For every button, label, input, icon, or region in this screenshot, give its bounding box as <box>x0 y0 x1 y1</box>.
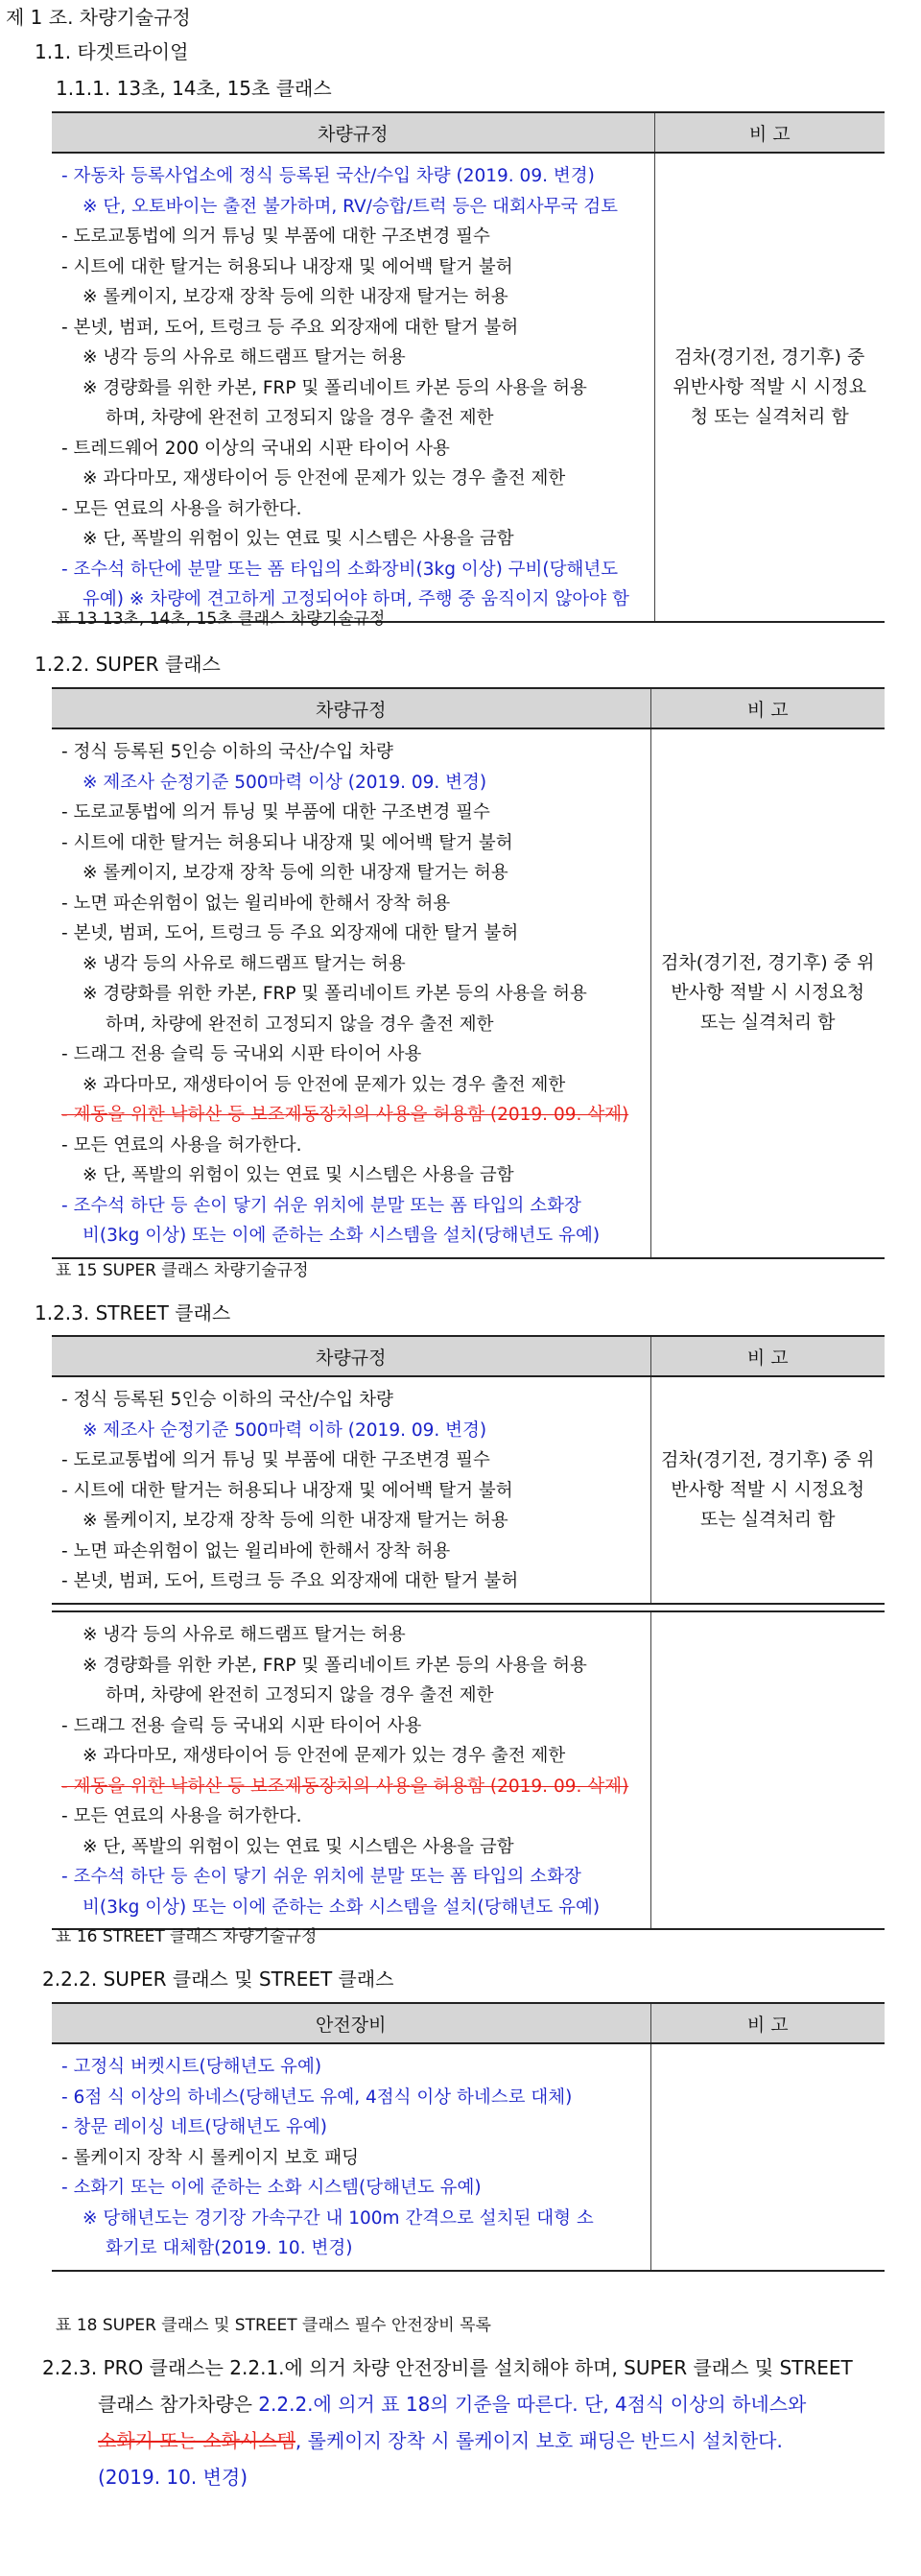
rule-line: ※ 경량화를 위한 카본, FRP 및 폴리네이트 카본 등의 사용을 허용 <box>83 377 587 398</box>
rule-line: - 정식 등록된 5인승 이하의 국산/수입 차량 <box>61 1390 393 1410</box>
article-heading: 제 1 조. 차량기술규정 <box>6 6 191 29</box>
rule-line: - 창문 레이싱 네트(당해년도 유예) <box>61 2117 327 2137</box>
rule-line: - 도로교통법에 의거 튜닝 및 부품에 대한 구조변경 필수 <box>61 802 490 823</box>
rule-line: - 본넷, 범퍼, 도어, 트렁크 등 주요 외장재에 대한 탈거 불허 <box>61 1571 519 1591</box>
rule-line: 하며, 차량에 완전히 고정되지 않을 경우 출전 제한 <box>106 408 494 428</box>
paragraph-line <box>42 2386 853 2422</box>
rule-line: ※ 단, 폭발의 위험이 있는 연료 및 시스템은 사용을 금함 <box>83 1836 514 1857</box>
rule-line: ※ 롤케이지, 보강재 장착 등에 의한 내장재 탈거는 허용 <box>83 863 508 883</box>
rule-line: ※ 냉각 등의 사유로 해드램프 탈거는 허용 <box>83 347 406 368</box>
rule-line: ※ 냉각 등의 사유로 해드램프 탈거는 허용 <box>83 1625 406 1645</box>
rule-line: - 드래그 전용 슬릭 등 국내외 시판 타이어 사용 <box>61 1044 422 1064</box>
remark-cell: 검차(경기전, 경기후) 중 위반사항 적발 시 시정요청 또는 실격처리 함 <box>650 1376 885 1604</box>
rule-line: - 소화기 또는 이에 준하는 소화 시스템(당해년도 유예) <box>61 2178 482 2198</box>
rules-cell <box>52 1376 650 1604</box>
rule-line: ※ 과다마모, 재생타이어 등 안전에 문제가 있는 경우 출전 제한 <box>83 468 566 489</box>
rules-cell <box>52 2043 650 2271</box>
column-header: 비 고 <box>654 112 885 153</box>
rule-line: - 고정식 버켓시트(당해년도 유예) <box>61 2057 322 2077</box>
column-header: 비 고 <box>650 2003 885 2043</box>
table-caption: 표 15 SUPER 클래스 차량기술규정 <box>56 1261 309 1280</box>
safety-equipment-table <box>52 2002 885 2272</box>
column-header: 차량규정 <box>52 688 650 728</box>
rule-line: - 정식 등록된 5인승 이하의 국산/수입 차량 <box>61 742 393 762</box>
spec-table-street <box>52 1335 885 1605</box>
table-caption: 표 16 STREET 클래스 차량기술규정 <box>56 1927 318 1946</box>
rule-line: ※ 냉각 등의 사유로 해드램프 탈거는 허용 <box>83 953 406 974</box>
paragraph-line: 2.2.3. PRO 클래스는 2.2.1.에 의거 차량 안전장비를 설치해야 하며, SUPER 클래스 및 STREET <box>42 2356 853 2379</box>
rules-cell <box>52 728 650 1258</box>
table-caption: 표 13 13초, 14초, 15초 클래스 차량기술규정 <box>56 609 386 629</box>
deleted-rule-line: - 제동을 위한 낙하산 등 보조제동장치의 사용을 허용함 (2019. 09. 삭제) <box>61 1776 629 1797</box>
rule-line: ※ 롤케이지, 보강재 장착 등에 의한 내장재 탈거는 허용 <box>83 287 508 307</box>
rule-line: - 롤케이지 장착 시 롤케이지 보호 패딩 <box>61 2147 360 2168</box>
spec-table-13-15 <box>52 111 885 623</box>
rule-line: - 시트에 대한 탈거는 허용되나 내장재 및 에어백 탈거 불허 <box>61 1480 513 1501</box>
deleted-text: 소화기 또는 소화시스템 <box>98 2429 295 2452</box>
rule-line: ※ 제조사 순정기준 500마력 이상 (2019. 09. 변경) <box>83 772 487 793</box>
remark-cell <box>650 2043 885 2271</box>
paragraph-text: , 롤케이지 장착 시 롤케이지 보호 패딩은 반드시 설치한다. <box>295 2429 783 2452</box>
section-heading: 1.1. 타겟트라이얼 <box>35 40 189 63</box>
rule-line: 하며, 차량에 완전히 고정되지 않을 경우 출전 제한 <box>106 1685 494 1705</box>
rule-line: 하며, 차량에 완전히 고정되지 않을 경우 출전 제한 <box>106 1014 494 1035</box>
deleted-rule-line: - 제동을 위한 낙하산 등 보조제동장치의 사용을 허용함 (2019. 09. 삭제) <box>61 1105 629 1125</box>
rule-line: - 드래그 전용 슬릭 등 국내외 시판 타이어 사용 <box>61 1715 422 1736</box>
column-header: 차량규정 <box>52 1336 650 1376</box>
rule-line: - 도로교통법에 의거 튜닝 및 부품에 대한 구조변경 필수 <box>61 227 490 247</box>
rule-line: ※ 과다마모, 재생타이어 등 안전에 문제가 있는 경우 출전 제한 <box>83 1074 566 1095</box>
subsection-heading: 1.2.3. STREET 클래스 <box>35 1301 231 1324</box>
subsection-heading: 2.2.2. SUPER 클래스 및 STREET 클래스 <box>42 1968 394 1991</box>
rule-line: - 자동차 등록사업소에 정식 등록된 국산/수입 차량 (2019. 09. 변경) <box>61 166 595 186</box>
rule-line: - 시트에 대한 탈거는 허용되나 내장재 및 에어백 탈거 불허 <box>61 256 513 277</box>
rule-line: - 모든 연료의 사용을 허가한다. <box>61 1806 302 1826</box>
paragraph-text: 2.2.2.에 의거 표 18의 기준을 따른다. 단, 4점식 이상의 하네스와 <box>258 2393 807 2416</box>
rule-line: ※ 단, 폭발의 위험이 있는 연료 및 시스템은 사용을 금함 <box>83 1165 514 1185</box>
spec-table-super <box>52 687 885 1259</box>
rule-line: ※ 경량화를 위한 카본, FRP 및 폴리네이트 카본 등의 사용을 허용 <box>83 984 587 1004</box>
rule-line: - 노면 파손위험이 없는 윌리바에 한해서 장착 허용 <box>61 893 451 914</box>
rule-line: ※ 단, 폭발의 위험이 있는 연료 및 시스템은 사용을 금함 <box>83 529 514 549</box>
column-header: 안전장비 <box>52 2003 650 2043</box>
rule-line: 화기로 대체함(2019. 10. 변경) <box>106 2238 353 2258</box>
column-header: 비 고 <box>650 688 885 728</box>
column-header: 비 고 <box>650 1336 885 1376</box>
remark-cell: 검차(경기전, 경기후) 중 위반사항 적발 시 시정요청 또는 실격처리 함 <box>650 728 885 1258</box>
rules-cell <box>52 153 654 622</box>
rule-line: - 본넷, 범퍼, 도어, 트렁크 등 주요 외장재에 대한 탈거 불허 <box>61 317 519 338</box>
paragraph-line: (2019. 10. 변경) <box>98 2466 248 2489</box>
rule-line: - 모든 연료의 사용을 허가한다. <box>61 1134 302 1156</box>
rule-line: ※ 당해년도는 경기장 가속구간 내 100m 간격으로 설치된 대형 소 <box>83 2207 594 2229</box>
rule-line: - 트레드웨어 200 이상의 국내외 시판 타이어 사용 <box>61 438 450 459</box>
table-caption: 표 18 SUPER 클래스 및 STREET 클래스 필수 안전장비 목록 <box>56 2316 491 2335</box>
subsection-heading: 1.1.1. 13초, 14초, 15초 클래스 <box>56 77 332 100</box>
paragraph-line <box>42 2422 853 2459</box>
rule-line: 유예) ※ 차량에 견고하게 고정되어야 하며, 주행 중 움직이지 않아야 함 <box>83 589 629 609</box>
rule-line: 비(3kg 이상) 또는 이에 준하는 소화 시스템을 설치(당해년도 유예) <box>83 1896 601 1918</box>
rules-cell <box>52 1611 650 1929</box>
column-header: 차량규정 <box>52 112 654 153</box>
rule-line: 비(3kg 이상) 또는 이에 준하는 소화 시스템을 설치(당해년도 유예) <box>83 1226 601 1246</box>
rule-line: ※ 경량화를 위한 카본, FRP 및 폴리네이트 카본 등의 사용을 허용 <box>83 1655 587 1676</box>
rule-line: ※ 과다마모, 재생타이어 등 안전에 문제가 있는 경우 출전 제한 <box>83 1746 566 1766</box>
paragraph-2-2-3 <box>42 2349 853 2495</box>
rule-line: ※ 제조사 순정기준 500마력 이하 (2019. 09. 변경) <box>83 1419 487 1441</box>
spec-table-street-continued <box>52 1610 885 1930</box>
rule-line: - 6점 식 이상의 하네스(당해년도 유예, 4점식 이상 하네스로 대체) <box>61 2087 573 2108</box>
rule-line: ※ 롤케이지, 보강재 장착 등에 의한 내장재 탈거는 허용 <box>83 1511 508 1531</box>
rule-line: - 시트에 대한 탈거는 허용되나 내장재 및 에어백 탈거 불허 <box>61 832 513 853</box>
rule-line: - 노면 파손위험이 없는 윌리바에 한해서 장착 허용 <box>61 1540 451 1562</box>
rule-line: - 조수석 하단 등 손이 닿기 쉬운 위치에 분말 또는 폼 타입의 소화장 <box>61 1867 581 1887</box>
remark-cell: 검차(경기전, 경기후) 중 위반사항 적발 시 시정요청 또는 실격처리 함 <box>654 153 885 622</box>
rule-line: ※ 단, 오토바이는 출전 불가하며, RV/승합/트럭 등은 대회사무국 검토 <box>83 196 619 217</box>
rule-line: - 조수석 하단에 분말 또는 폼 타입의 소화장비(3kg 이상) 구비(당해년도 <box>61 559 619 580</box>
rule-line: - 본넷, 범퍼, 도어, 트렁크 등 주요 외장재에 대한 탈거 불허 <box>61 923 519 943</box>
rule-line: - 도로교통법에 의거 튜닝 및 부품에 대한 구조변경 필수 <box>61 1450 490 1470</box>
remark-cell <box>650 1611 885 1929</box>
subsection-heading: 1.2.2. SUPER 클래스 <box>35 653 221 676</box>
paragraph-text: 클래스 참가차량은 <box>98 2393 259 2416</box>
rule-line: - 조수석 하단 등 손이 닿기 쉬운 위치에 분말 또는 폼 타입의 소화장 <box>61 1195 581 1216</box>
rule-line: - 모든 연료의 사용을 허가한다. <box>61 498 302 519</box>
